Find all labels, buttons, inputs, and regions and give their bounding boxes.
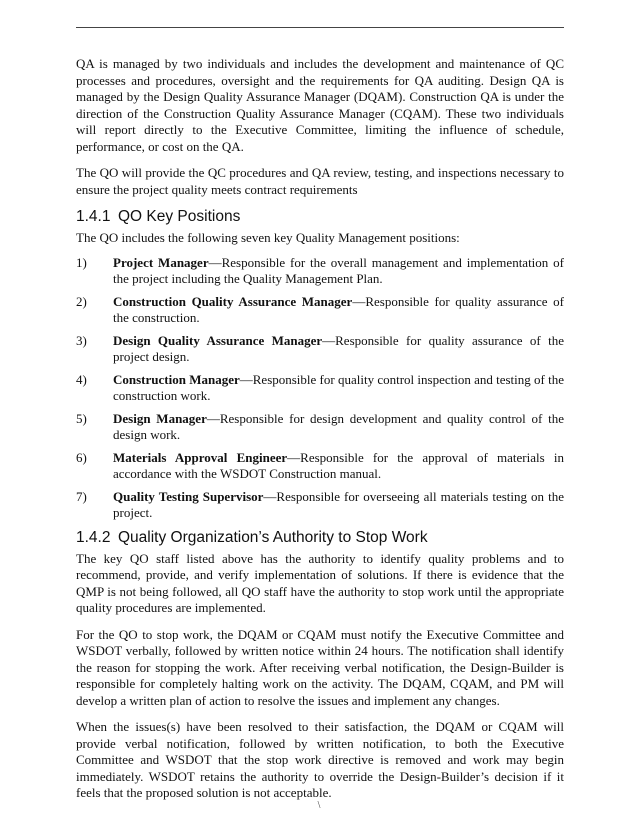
list-item (76, 255, 564, 287)
item-text (113, 411, 564, 443)
intro-paragraph-1: QA is managed by two individuals and includes the development and maintenance of QC processes and procedures, oversight and the requirements for QA auditing. Design QA is managed by the Design Quality Assurance Manager (DQAM). Construction QA is under the direction of the Construction Quality Assurance Manager (CQAM). These two individuals will report directly to the Executive Committee, limiting the influence of schedule, performance, or cost on the QA. (76, 56, 564, 154)
item-title: Design Manager (113, 410, 207, 426)
item-number: 4) (76, 371, 87, 387)
intro-paragraph-2: The QO will provide the QC procedures and QA review, testing, and inspections necessary to ensure the project quality meets contract requirements (76, 165, 564, 197)
list-item (76, 411, 564, 443)
item-number: 3) (76, 332, 87, 348)
list-item (76, 333, 564, 365)
list-item (76, 450, 564, 482)
section-number: 1.4.1 (76, 208, 111, 225)
item-number: 7) (76, 488, 87, 504)
item-text (113, 255, 564, 287)
section-number: 1.4.2 (76, 528, 111, 546)
item-number: 2) (76, 293, 87, 309)
item-description: —Responsible for overseeing all materials testing on the project. (113, 488, 564, 520)
document-body (76, 56, 564, 812)
item-description: —Responsible for quality assurance of the project design. (113, 332, 564, 364)
item-title: Materials Approval Engineer (113, 449, 288, 465)
item-description: —Responsible for design development and quality control of the design work. (113, 410, 564, 442)
page-number: \ (317, 800, 321, 811)
item-number: 1) (76, 254, 87, 270)
item-text (113, 489, 564, 521)
item-title: Project Manager (113, 254, 209, 270)
item-title: Construction Quality Assurance Manager (113, 293, 353, 309)
item-text (113, 450, 564, 482)
section-title: QO Key Positions (118, 208, 241, 225)
stop-work-paragraph-3: When the issues(s) have been resolved to their satisfaction, the DQAM or CQAM will provide verbal notification, followed by written notification, to both the Executive Committee and WSDOT that the stop work directive is removed and work may begin immediately. WSDOT retains the authority to override the Design-Builder’s decision if it feels that the proposed solution is not acceptable. (76, 719, 564, 800)
list-item (76, 372, 564, 404)
item-number: 6) (76, 449, 87, 465)
section-title: Quality Organization’s Authority to Stop Work (118, 528, 428, 546)
item-text (113, 372, 564, 404)
item-title: Construction Manager (113, 371, 240, 387)
key-positions-list (76, 255, 564, 521)
item-description: —Responsible for the approval of materials in accordance with the WSDOT Construction manual. (113, 449, 564, 481)
list-item (76, 489, 564, 521)
stop-work-paragraph-1: The key QO staff listed above has the authority to identify quality problems and to recommend, provide, and verify implementation of solutions. If there is evidence that the QMP is not being followed, all QO staff have the authority to stop work until the appropriate quality procedures are implemented. (76, 550, 564, 615)
header-rule (76, 27, 564, 28)
item-title: Quality Testing Supervisor (113, 488, 264, 504)
item-description: —Responsible for the overall management and implementation of the project including the Quality Management Plan. (113, 254, 564, 286)
item-number: 5) (76, 410, 87, 426)
section-heading-1-4-1 (76, 208, 564, 226)
list-item (76, 294, 564, 326)
stop-work-paragraph-2: For the QO to stop work, the DQAM or CQAM must notify the Executive Committee and WSDOT verbally, followed by written notice within 24 hours. The notification shall identify the reason for stopping the work. After receiving verbal notification, the Design-Builder is responsible for completely halting work on the activity. The DQAM, CQAM, and PM will develop a written plan of action to resolve the issues and implement any changes. (76, 626, 564, 708)
item-description: —Responsible for quality assurance of the construction. (113, 293, 564, 325)
item-description: —Responsible for quality control inspection and testing of the construction work. (113, 371, 564, 403)
item-text (113, 294, 564, 326)
positions-lead: The QO includes the following seven key Quality Management positions: (76, 230, 460, 245)
section-heading-1-4-2 (76, 529, 564, 547)
item-title: Design Quality Assurance Manager (113, 332, 323, 348)
item-text (113, 333, 564, 365)
